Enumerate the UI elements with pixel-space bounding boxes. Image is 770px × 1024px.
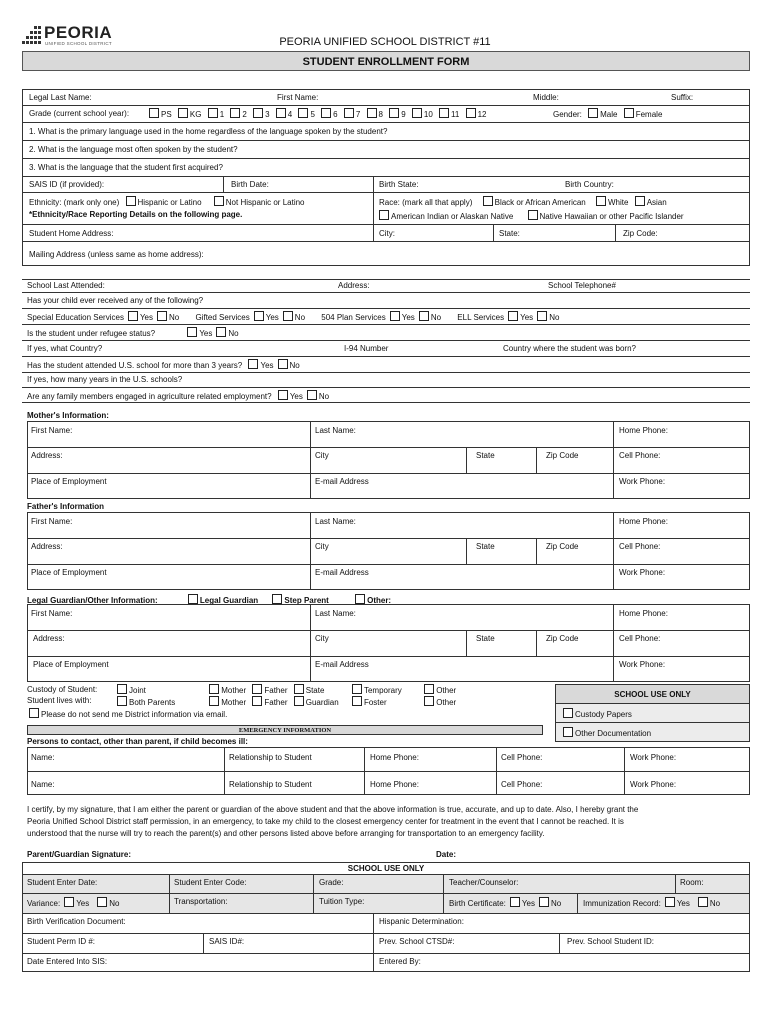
- divider: [22, 387, 750, 388]
- variance-yes-checkbox[interactable]: [64, 897, 74, 907]
- grade-9-checkbox[interactable]: [389, 108, 399, 118]
- divider: [22, 356, 750, 357]
- emergency-contacts-table: [27, 747, 750, 795]
- contact-1-cell-phone-field[interactable]: Cell Phone:: [501, 753, 543, 762]
- ell-yes-checkbox[interactable]: [508, 311, 518, 321]
- hispanic-determination-field[interactable]: Hispanic Determination:: [379, 917, 464, 926]
- plan504-no-checkbox[interactable]: [419, 311, 429, 321]
- state-field[interactable]: State:: [499, 229, 520, 238]
- signature-field[interactable]: Parent/Guardian Signature:: [27, 850, 132, 859]
- first-name-field[interactable]: First Name:: [277, 93, 319, 102]
- emergency-contacts-label: Persons to contact, other than parent, if child becomes ill:: [27, 737, 248, 746]
- variance-group: Variance: Yes No: [27, 899, 120, 908]
- birth-state-field[interactable]: Birth State:: [379, 180, 419, 189]
- divider: [22, 324, 750, 325]
- guardian-other-checkbox[interactable]: [355, 594, 365, 604]
- mailing-address-field[interactable]: Mailing Address (unless same as home address):: [29, 250, 204, 259]
- home-address-row: [22, 225, 750, 242]
- contact-2-cell-phone-field[interactable]: Cell Phone:: [501, 780, 543, 789]
- refugee-country-field[interactable]: If yes, what Country?: [27, 344, 103, 353]
- father-cell-phone-field[interactable]: Cell Phone:: [619, 542, 661, 551]
- agriculture-question: Are any family members engaged in agriculture related employment? Yes No: [27, 392, 330, 401]
- gifted-no-checkbox[interactable]: [283, 311, 293, 321]
- mother-state-field[interactable]: State: [476, 451, 495, 460]
- grade-3-checkbox[interactable]: [253, 108, 263, 118]
- birth-country-field[interactable]: Birth Country:: [565, 180, 614, 189]
- special-ed-no-checkbox[interactable]: [157, 311, 167, 321]
- contact-1-home-phone-field[interactable]: Home Phone:: [370, 753, 419, 762]
- grade-ps-checkbox[interactable]: [149, 108, 159, 118]
- birth-certificate-group: Birth Certificate: Yes No: [449, 899, 562, 908]
- office-sais-id-field[interactable]: SAIS ID#:: [209, 937, 245, 946]
- lives-foster-checkbox[interactable]: [352, 696, 362, 706]
- logo-text: PEORIA: [44, 23, 113, 42]
- divider: [22, 308, 750, 309]
- birth-row: [22, 177, 750, 193]
- contact-2-name-field[interactable]: Name:: [31, 780, 55, 789]
- ethnicity-race-row: [22, 193, 750, 225]
- certification-line-2: Peoria Unified School District staff permission, in an emergency, to take my child to the closest emergency center for treatment in the event that I cannot be reached. It is: [27, 817, 624, 826]
- grade-4-checkbox[interactable]: [276, 108, 286, 118]
- ell-no-checkbox[interactable]: [537, 311, 547, 321]
- district-name: PEORIA UNIFIED SCHOOL DISTRICT #11: [279, 36, 491, 48]
- gender-female-checkbox[interactable]: [624, 108, 634, 118]
- mother-zip-field[interactable]: Zip Code: [546, 451, 579, 460]
- language-question-2: 2. What is the language most often spoken by the student?: [29, 145, 238, 154]
- mother-employment-field[interactable]: Place of Employment: [31, 477, 107, 486]
- grade-10-checkbox[interactable]: [412, 108, 422, 118]
- divider: [22, 340, 750, 341]
- lives-other-checkbox[interactable]: [424, 696, 434, 706]
- legal-guardian-checkbox[interactable]: [188, 594, 198, 604]
- city-field[interactable]: City:: [379, 229, 395, 238]
- divider: [22, 292, 750, 293]
- guardian-cell-phone-field[interactable]: Cell Phone:: [619, 634, 661, 643]
- prev-school-ctsd-field[interactable]: Prev. School CTSD#:: [379, 937, 455, 946]
- certification-line-3: understood that the nurse will try to reach the parent(s) and other persons listed above before arranging for transportation to an emergency facility.: [27, 829, 545, 838]
- refugee-yes-checkbox[interactable]: [187, 327, 197, 337]
- contact-1-work-phone-field[interactable]: Work Phone:: [630, 753, 677, 762]
- suffix-field[interactable]: Suffix:: [671, 93, 694, 102]
- immunization-no-checkbox[interactable]: [698, 897, 708, 907]
- ethnicity-group: Ethnicity: (mark only one) Hispanic or Latino Not Hispanic or Latino: [29, 198, 305, 207]
- race-asian-checkbox[interactable]: [635, 196, 645, 206]
- office-use-title: SCHOOL USE ONLY: [347, 864, 425, 873]
- school-use-only-header: SCHOOL USE ONLY: [555, 684, 750, 704]
- grade-11-checkbox[interactable]: [439, 108, 449, 118]
- emergency-heading: EMERGENCY INFORMATION: [27, 725, 543, 735]
- custody-mother-checkbox[interactable]: [209, 684, 219, 694]
- other-documentation-checkbox[interactable]: [563, 727, 573, 737]
- guardian-zip-field[interactable]: Zip Code: [546, 634, 579, 643]
- father-city-field[interactable]: City: [315, 542, 329, 551]
- student-enter-date-field[interactable]: Student Enter Date:: [27, 878, 98, 887]
- language-q1-row[interactable]: [22, 123, 750, 141]
- mother-work-phone-field[interactable]: Work Phone:: [619, 477, 666, 486]
- services-options: Special Education Services Yes No Gifted Services Yes No 504 Plan Services Yes No ELL Services Yes No: [27, 313, 560, 322]
- race-group-1: Race: (mark all that apply) Black or African American White Asian: [379, 198, 667, 207]
- mother-address-field[interactable]: Address:: [31, 451, 63, 460]
- other-documentation-option: Other Documentation: [559, 727, 651, 738]
- us-school-question: Has the student attended U.S. school for more than 3 years? Yes No: [27, 361, 300, 370]
- guardian-first-name-field[interactable]: First Name:: [31, 609, 73, 618]
- father-employment-field[interactable]: Place of Employment: [31, 568, 107, 577]
- student-enter-code-field[interactable]: Student Enter Code:: [174, 878, 247, 887]
- birth-date-field[interactable]: Birth Date:: [231, 180, 269, 189]
- school-telephone-field[interactable]: School Telephone#: [548, 281, 616, 290]
- grade-12-checkbox[interactable]: [466, 108, 476, 118]
- middle-name-field[interactable]: Middle:: [533, 93, 559, 102]
- mother-first-name-field[interactable]: First Name:: [31, 426, 73, 435]
- us-years-field[interactable]: If yes, how many years in the U.S. schools?: [27, 375, 183, 384]
- race-white-checkbox[interactable]: [596, 196, 606, 206]
- mother-cell-phone-field[interactable]: Cell Phone:: [619, 451, 661, 460]
- ethnicity-note: *Ethnicity/Race Reporting Details on the following page.: [29, 210, 243, 219]
- plan504-yes-checkbox[interactable]: [390, 311, 400, 321]
- sais-id-field[interactable]: SAIS ID (if provided):: [29, 180, 105, 189]
- form-title: STUDENT ENROLLMENT FORM: [22, 51, 750, 71]
- race-native-american-checkbox[interactable]: [379, 210, 389, 220]
- immunization-yes-checkbox[interactable]: [665, 897, 675, 907]
- grade-7-checkbox[interactable]: [344, 108, 354, 118]
- birth-verification-field[interactable]: Birth Verification Document:: [27, 917, 126, 926]
- gender-group: Gender: Male Female: [553, 110, 663, 119]
- father-state-field[interactable]: State: [476, 542, 495, 551]
- mother-section-title: Mother's Information:: [27, 411, 109, 420]
- custody-school-use-box: [555, 684, 750, 742]
- guardian-home-phone-field[interactable]: Home Phone:: [619, 609, 668, 618]
- school-last-attended-field[interactable]: School Last Attended:: [27, 281, 105, 290]
- father-work-phone-field[interactable]: Work Phone:: [619, 568, 666, 577]
- custody-papers-checkbox[interactable]: [563, 708, 573, 718]
- room-field[interactable]: Room:: [680, 878, 704, 887]
- lives-father-checkbox[interactable]: [252, 696, 262, 706]
- special-ed-yes-checkbox[interactable]: [128, 311, 138, 321]
- grade-5-checkbox[interactable]: [298, 108, 308, 118]
- race-group-2: American Indian or Alaskan Native Native Hawaiian or other Pacific Islander: [375, 210, 684, 221]
- us-school-yes-checkbox[interactable]: [248, 359, 258, 369]
- step-parent-checkbox[interactable]: [272, 594, 282, 604]
- custody-papers-option: Custody Papers: [559, 708, 632, 719]
- grade-1-checkbox[interactable]: [208, 108, 218, 118]
- variance-no-checkbox[interactable]: [97, 897, 107, 907]
- perm-id-field[interactable]: Student Perm ID #:: [27, 937, 96, 946]
- guardian-employment-field[interactable]: Place of Employment: [33, 660, 109, 669]
- grade-6-checkbox[interactable]: [321, 108, 331, 118]
- divider: [22, 279, 750, 280]
- father-first-name-field[interactable]: First Name:: [31, 517, 73, 526]
- guardian-work-phone-field[interactable]: Work Phone:: [619, 660, 666, 669]
- i94-number-field[interactable]: I-94 Number: [344, 344, 389, 353]
- logo-subtext: UNIFIED SCHOOL DISTRICT: [45, 41, 112, 46]
- father-zip-field[interactable]: Zip Code: [546, 542, 579, 551]
- agri-yes-checkbox[interactable]: [278, 390, 288, 400]
- custody-state-checkbox[interactable]: [294, 684, 304, 694]
- signature-date-field[interactable]: Date:: [436, 850, 457, 859]
- prev-school-student-id-field[interactable]: Prev. School Student ID:: [567, 937, 655, 946]
- grade-options[interactable]: PS KG 1 2 3 4 5 6 7 8 9 10 11 12: [145, 108, 486, 119]
- gender-male-checkbox[interactable]: [588, 108, 598, 118]
- guardian-state-field[interactable]: State: [476, 634, 495, 643]
- guardian-address-field[interactable]: Address:: [33, 634, 65, 643]
- birth-cert-no-checkbox[interactable]: [539, 897, 549, 907]
- school-address-field[interactable]: Address:: [338, 281, 370, 290]
- certification-line-1: I certify, by my signature, that I am either the parent or guardian of the above student and that the above information is true, accurate, and up to date. Also, I hereby grant the: [27, 805, 639, 814]
- not-hispanic-checkbox[interactable]: [214, 196, 224, 206]
- entered-by-field[interactable]: Entered By:: [379, 957, 421, 966]
- custody-label: Custody of Student:: [27, 685, 98, 694]
- gifted-yes-checkbox[interactable]: [254, 311, 264, 321]
- grade-kg-checkbox[interactable]: [178, 108, 188, 118]
- student-name-row: [22, 89, 750, 106]
- mother-city-field[interactable]: City: [315, 451, 329, 460]
- custody-options: Joint Mother Father State Temporary Other: [113, 684, 456, 695]
- contact-2-relationship-field[interactable]: Relationship to Student: [229, 780, 312, 789]
- birth-country-question[interactable]: Country where the student was born?: [503, 344, 636, 353]
- custody-joint-checkbox[interactable]: [117, 684, 127, 694]
- father-home-phone-field[interactable]: Home Phone:: [619, 517, 668, 526]
- us-school-no-checkbox[interactable]: [278, 359, 288, 369]
- services-question: Has your child ever received any of the following?: [27, 296, 204, 305]
- refugee-no-checkbox[interactable]: [216, 327, 226, 337]
- guardian-email-field[interactable]: E-mail Address: [315, 660, 369, 669]
- father-info-table: [27, 512, 750, 590]
- father-section-title: Father's Information: [27, 502, 105, 511]
- mailing-address-row: [22, 242, 750, 266]
- divider: [22, 402, 750, 403]
- contact-2-work-phone-field[interactable]: Work Phone:: [630, 780, 677, 789]
- father-last-name-field[interactable]: Last Name:: [315, 517, 356, 526]
- lives-mother-checkbox[interactable]: [209, 696, 219, 706]
- contact-2-home-phone-field[interactable]: Home Phone:: [370, 780, 419, 789]
- mother-info-table: [27, 421, 750, 499]
- zip-field[interactable]: Zip Code:: [623, 229, 658, 238]
- race-pacific-islander-checkbox[interactable]: [528, 210, 538, 220]
- language-q2-row[interactable]: [22, 141, 750, 159]
- lives-with-label: Student lives with:: [27, 696, 92, 705]
- guardian-section-title: Legal Guardian/Other Information: Legal Guardian Step Parent Other:: [27, 596, 392, 605]
- lives-guardian-checkbox[interactable]: [294, 696, 304, 706]
- grade-row: [22, 106, 750, 123]
- tuition-type-field[interactable]: Tuition Type:: [319, 897, 365, 906]
- office-use-table: [22, 862, 750, 972]
- grade-label: Grade (current school year):: [29, 109, 130, 118]
- mother-last-name-field[interactable]: Last Name:: [315, 426, 356, 435]
- no-email-option: Please do not send me District information via email.: [25, 708, 227, 719]
- contact-1-relationship-field[interactable]: Relationship to Student: [229, 753, 312, 762]
- lives-with-options: Both Parents Mother Father Guardian Foster Other: [113, 696, 456, 707]
- custody-other-checkbox[interactable]: [424, 684, 434, 694]
- language-question-1: 1. What is the primary language used in the home regardless of the language spoken by the student?: [29, 127, 388, 136]
- contact-1-name-field[interactable]: Name:: [31, 753, 55, 762]
- immunization-group: Immunization Record: Yes No: [583, 899, 721, 908]
- grade-8-checkbox[interactable]: [367, 108, 377, 118]
- certification-text: [27, 804, 750, 840]
- divider: [22, 372, 750, 373]
- custody-father-checkbox[interactable]: [252, 684, 262, 694]
- father-address-field[interactable]: Address:: [31, 542, 63, 551]
- race-black-checkbox[interactable]: [483, 196, 493, 206]
- transportation-field[interactable]: Transportation:: [174, 897, 228, 906]
- agri-no-checkbox[interactable]: [307, 390, 317, 400]
- no-email-checkbox[interactable]: [29, 708, 39, 718]
- mother-email-field[interactable]: E-mail Address: [315, 477, 369, 486]
- home-address-field[interactable]: Student Home Address:: [29, 229, 114, 238]
- legal-last-name-field[interactable]: Legal Last Name:: [29, 93, 92, 102]
- hispanic-checkbox[interactable]: [126, 196, 136, 206]
- guardian-info-table: [27, 604, 750, 682]
- guardian-city-field[interactable]: City: [315, 634, 329, 643]
- lives-both-parents-checkbox[interactable]: [117, 696, 127, 706]
- date-entered-sis-field[interactable]: Date Entered Into SIS:: [27, 957, 108, 966]
- language-question-3: 3. What is the language that the student first acquired?: [29, 163, 223, 172]
- language-q3-row[interactable]: [22, 159, 750, 177]
- guardian-last-name-field[interactable]: Last Name:: [315, 609, 356, 618]
- custody-temporary-checkbox[interactable]: [352, 684, 362, 694]
- custody-block: [27, 684, 547, 724]
- mother-home-phone-field[interactable]: Home Phone:: [619, 426, 668, 435]
- refugee-question: Is the student under refugee status? Yes No: [27, 329, 239, 338]
- birth-cert-yes-checkbox[interactable]: [510, 897, 520, 907]
- father-email-field[interactable]: E-mail Address: [315, 568, 369, 577]
- grade-2-checkbox[interactable]: [230, 108, 240, 118]
- office-grade-field[interactable]: Grade:: [319, 878, 344, 887]
- teacher-counselor-field[interactable]: Teacher/Counselor:: [449, 878, 519, 887]
